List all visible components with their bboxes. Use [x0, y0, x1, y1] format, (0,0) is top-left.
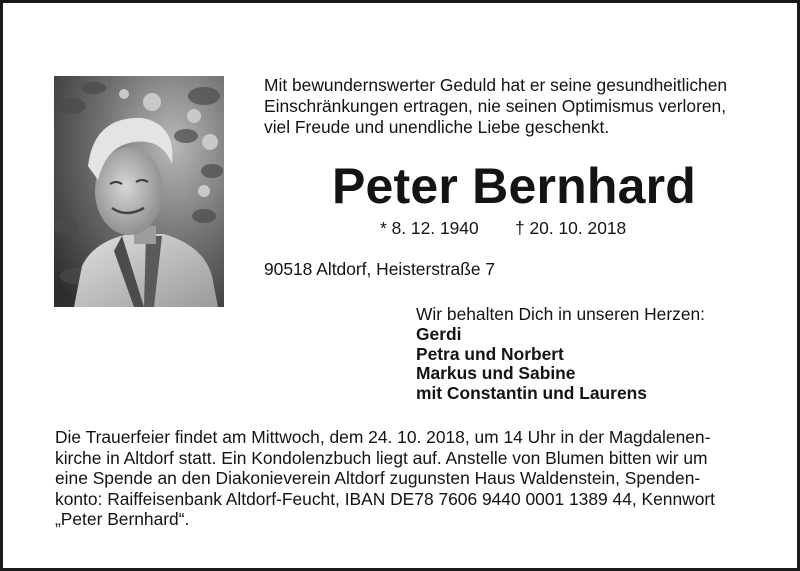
mourner-name: mit Constantin und Laurens [416, 382, 647, 403]
mourner-name: Markus und Sabine [416, 363, 576, 384]
quote-text [264, 75, 764, 138]
address: 90518 Altdorf, Heisterstraße 7 [264, 259, 496, 279]
quote-line: Mit bewundernswerter Geduld hat er seine gesundheitlichen [264, 75, 728, 95]
deceased-name: Peter Bernhard [331, 158, 697, 214]
mourner-name: Petra und Norbert [416, 343, 564, 364]
quote-line: Einschränkungen ertragen, nie seinen Optimismus verloren, [264, 96, 727, 116]
details-line: Die Trauerfeier findet am Mittwoch, dem 24. 10. 2018, um 14 Uhr in der Magdalenen- [55, 427, 711, 447]
mourner-name: Gerdi [416, 324, 462, 344]
death-date: † 20. 10. 2018 [515, 218, 627, 238]
details-line: „Peter Bernhard“. [55, 509, 190, 530]
details-line: kirche in Altdorf statt. Ein Kondolenzbuch liegt auf. Anstelle von Blumen bitten wir um [55, 447, 708, 468]
mourners-list [416, 325, 647, 403]
details-line: eine Spende an den Diakonieverein Altdorf zugunsten Haus Waldenstein, Spenden- [55, 468, 701, 489]
quote-line: viel Freude und unendliche Liebe geschenkt. [264, 117, 610, 137]
details-line: konto: Raiffeisenbank Altdorf-Feucht, IBAN DE78 7606 9440 0001 1389 44, Kennwort [55, 488, 715, 509]
birth-date: * 8. 12. 1940 [380, 218, 479, 238]
mourners-heading: Wir behalten Dich in unseren Herzen: [416, 304, 706, 324]
portrait-photo [54, 76, 224, 307]
funeral-details [55, 427, 755, 530]
